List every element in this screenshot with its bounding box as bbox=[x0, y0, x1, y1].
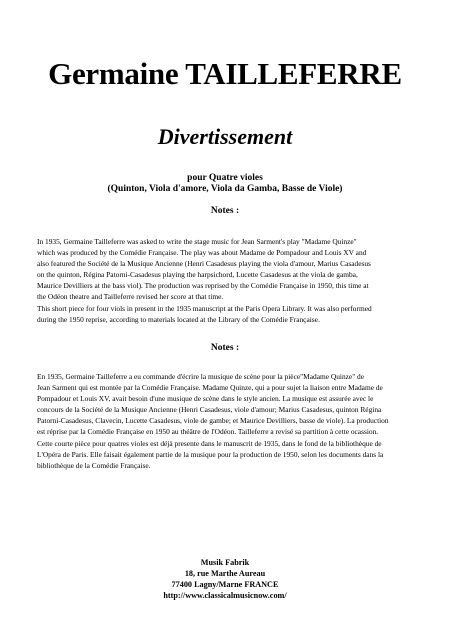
publisher-block bbox=[0, 557, 450, 601]
notes-heading-english: Notes : bbox=[210, 206, 240, 216]
text-line: Cette courte pièce pour quatres violes est déjà presente dans le manuscrit de 1935, dans le fond de la bibliothèque de bbox=[37, 439, 382, 448]
text-line: L'Opéra de Paris. Elle faisait également partie de la musique pour la production de 1950, selon les documents dans la bbox=[37, 449, 384, 459]
text-line: concours de la Société de la Musique Ancienne (Henri Casadesus, viole d'amour; Marius Casadesus, quinton Régina bbox=[37, 404, 382, 414]
text-line: Jean Sarment qui est montée par la Comédie Française. Madame Quinze, qui a pour sujet la liaison entre Madame de bbox=[37, 382, 383, 392]
instrumentation-line-2: (Quinton, Viola d'amore, Viola da Gamba, Basse de Viole) bbox=[107, 184, 343, 194]
text-line: during the 1950 reprise, according to materials located at the Library of the Comédie Française. bbox=[37, 314, 320, 324]
text-line: Pompadour et Louis XV, avait besoin d'une musique de scène dans le style ancien. La musique est assurée avec le bbox=[37, 393, 374, 403]
text-line: which was produced by the Comédie Française. The play was about Madame de Pompadour and Louis XV and bbox=[37, 247, 367, 257]
work-title: Divertissement bbox=[157, 124, 293, 149]
notes-french-paragraph-2 bbox=[37, 439, 417, 472]
text-line: bibliothèque de la Comédie Française. bbox=[37, 460, 151, 470]
text-line: This short piece for four viols in present in the 1935 manuscript at the Paris Opera Library. It was also performed bbox=[37, 304, 372, 313]
text-line: also featured the Société de la Musique Ancienne (Henri Casadesus playing the viola d'amour, Marius Casadesus bbox=[37, 258, 371, 268]
publisher-street: 18, rue Marthe Aureau bbox=[184, 569, 266, 578]
text-line: Patorni-Casadesus, Clavecin, Lucette Casadesus, viole de gambe; et Maurice Devilliers, basse de viole). La production bbox=[37, 415, 389, 425]
composer-name bbox=[0, 56, 450, 92]
composer-first-name: Germaine bbox=[48, 56, 179, 91]
notes-english-paragraph-1 bbox=[37, 237, 417, 302]
text-line: En 1935, Germaine Tailleferre a eu commande d'écrire la musique de scène pour la pièce"Madame Quinze" de bbox=[37, 372, 365, 381]
instrumentation-line-1: pour Quatre violes bbox=[187, 173, 263, 183]
text-line: Maurice Devilliers at the bass viol). The production was reprised by the Comédie Française in 1950, this time at bbox=[37, 280, 369, 290]
text-line: on the quinton, Régina Patorni-Casadesus playing the harpsichord, Lucette Casadesus at the viola de gamba, bbox=[37, 269, 358, 279]
publisher-name: Musik Fabrik bbox=[200, 558, 250, 567]
text-line: est réprise par la Comédie Française en 1950 au théâtre de l'Odéon. Tailleferre a revisé sa partition à cette ocassion. bbox=[37, 426, 379, 436]
notes-english-paragraph-2 bbox=[37, 304, 417, 326]
text-line: the Odéon theatre and Tailleferre revised her score at that time. bbox=[37, 291, 224, 301]
composer-last-name: TAILLEFERRE bbox=[185, 56, 402, 91]
text-line: In 1935, Germaine Tailleferre was asked to write the stage music for Jean Sarment's play "Madame Quinze" bbox=[37, 237, 357, 246]
publisher-url: http://www.classicalmusicnow.com/ bbox=[163, 591, 287, 600]
notes-french-paragraph-1 bbox=[37, 372, 417, 437]
publisher-city: 77400 Lagny/Marne FRANCE bbox=[171, 580, 279, 589]
notes-heading-french: Notes : bbox=[210, 343, 240, 353]
